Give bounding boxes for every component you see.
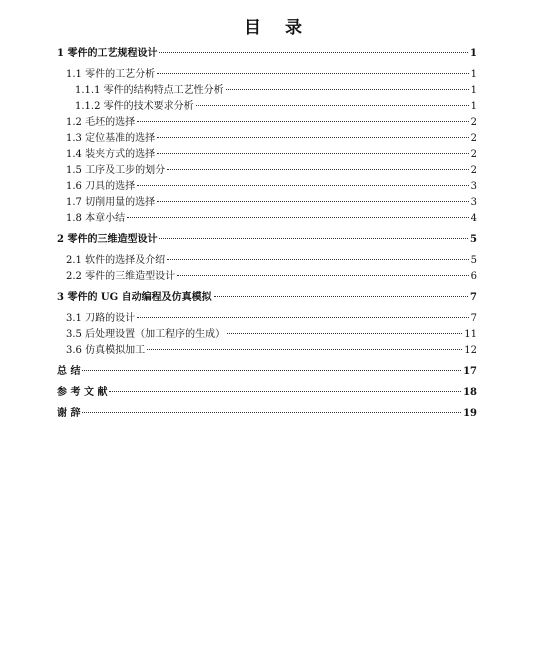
dot-leader bbox=[127, 217, 469, 218]
toc-entry-2-2[interactable] bbox=[57, 269, 477, 285]
toc-entry-label: 2 零件的三维造型设计 bbox=[57, 234, 158, 245]
toc-entry-1-8[interactable] bbox=[57, 211, 477, 227]
toc-entry-1-5[interactable] bbox=[57, 163, 477, 179]
dot-leader bbox=[159, 52, 468, 53]
dot-leader bbox=[196, 105, 469, 106]
toc-entry-1-1[interactable] bbox=[57, 67, 477, 83]
toc-page-number: 11 bbox=[464, 329, 477, 340]
toc-entry-label: 1 零件的工艺规程设计 bbox=[57, 48, 158, 59]
toc-entry-label: 参 考 文 献 bbox=[57, 387, 108, 398]
dot-leader bbox=[157, 73, 469, 74]
dot-leader bbox=[109, 391, 461, 392]
toc-entry-chapter-3[interactable] bbox=[57, 290, 477, 306]
dot-leader bbox=[177, 275, 469, 276]
toc-entry-conclusion[interactable] bbox=[57, 364, 477, 380]
toc-entry-label: 谢 辞 bbox=[57, 408, 81, 419]
toc-entry-label: 2.2 零件的三维造型设计 bbox=[66, 271, 176, 282]
toc-entry-label: 3.6 仿真模拟加工 bbox=[66, 345, 146, 356]
dot-leader bbox=[226, 89, 469, 90]
toc-entry-label: 2.1 软件的选择及介绍 bbox=[66, 255, 166, 266]
toc-entry-1-1-2[interactable] bbox=[57, 99, 477, 115]
dot-leader bbox=[167, 259, 469, 260]
toc-entry-label: 1.8 本章小结 bbox=[66, 213, 126, 224]
dot-leader bbox=[157, 153, 469, 154]
toc-page-number: 7 bbox=[470, 292, 477, 303]
toc-entry-label: 总 结 bbox=[57, 366, 81, 377]
toc-entry-1-3[interactable] bbox=[57, 131, 477, 147]
dot-leader bbox=[137, 121, 469, 122]
toc-entry-3-1[interactable] bbox=[57, 311, 477, 327]
toc-page-number: 19 bbox=[463, 408, 477, 419]
toc-entry-label: 1.5 工序及工步的划分 bbox=[66, 165, 166, 176]
toc-page-number: 5 bbox=[470, 255, 477, 266]
toc-entry-3-5[interactable] bbox=[57, 327, 477, 343]
toc-entry-label: 1.7 切削用量的选择 bbox=[66, 197, 156, 208]
toc-entry-references[interactable] bbox=[57, 385, 477, 401]
toc-page-number: 17 bbox=[463, 366, 477, 377]
dot-leader bbox=[214, 296, 468, 297]
toc-page-number: 3 bbox=[470, 197, 477, 208]
toc-page-number: 6 bbox=[470, 271, 477, 282]
toc-entry-label: 3 零件的 UG 自动编程及仿真模拟 bbox=[57, 292, 212, 303]
dot-leader bbox=[157, 201, 469, 202]
dot-leader bbox=[227, 333, 462, 334]
table-of-contents bbox=[57, 46, 477, 422]
toc-entry-chapter-1[interactable] bbox=[57, 46, 477, 62]
toc-entry-label: 1.1 零件的工艺分析 bbox=[66, 69, 156, 80]
toc-entry-label: 3.1 刀路的设计 bbox=[66, 313, 136, 324]
toc-page-number: 1 bbox=[470, 48, 477, 59]
toc-page-number: 18 bbox=[463, 387, 477, 398]
toc-page-number: 2 bbox=[470, 133, 477, 144]
toc-entry-chapter-2[interactable] bbox=[57, 232, 477, 248]
toc-page-number: 2 bbox=[470, 165, 477, 176]
toc-entry-1-6[interactable] bbox=[57, 179, 477, 195]
page-title: 目 录 bbox=[244, 18, 311, 38]
toc-entry-2-1[interactable] bbox=[57, 253, 477, 269]
toc-entry-label: 1.4 装夹方式的选择 bbox=[66, 149, 156, 160]
dot-leader bbox=[147, 349, 462, 350]
toc-entry-label: 3.5 后处理设置（加工程序的生成） bbox=[66, 329, 226, 340]
toc-entry-1-4[interactable] bbox=[57, 147, 477, 163]
toc-entry-3-6[interactable] bbox=[57, 343, 477, 359]
toc-page-number: 7 bbox=[470, 313, 477, 324]
toc-entry-1-7[interactable] bbox=[57, 195, 477, 211]
toc-entry-label: 1.3 定位基准的选择 bbox=[66, 133, 156, 144]
toc-entry-1-1-1[interactable] bbox=[57, 83, 477, 99]
dot-leader bbox=[137, 317, 469, 318]
toc-page-number: 5 bbox=[470, 234, 477, 245]
toc-page-number: 12 bbox=[464, 345, 477, 356]
dot-leader bbox=[82, 370, 461, 371]
toc-page-number: 1 bbox=[470, 69, 477, 80]
toc-page-number: 2 bbox=[470, 149, 477, 160]
toc-page-number: 4 bbox=[470, 213, 477, 224]
toc-entry-label: 1.2 毛坯的选择 bbox=[66, 117, 136, 128]
toc-entry-acknowledgements[interactable] bbox=[57, 406, 477, 422]
toc-page-number: 1 bbox=[470, 101, 477, 112]
dot-leader bbox=[157, 137, 469, 138]
toc-entry-1-2[interactable] bbox=[57, 115, 477, 131]
dot-leader bbox=[82, 412, 461, 413]
toc-page-number: 2 bbox=[470, 117, 477, 128]
dot-leader bbox=[159, 238, 468, 239]
toc-entry-label: 1.1.2 零件的技术要求分析 bbox=[75, 101, 194, 112]
dot-leader bbox=[137, 185, 469, 186]
toc-page-number: 3 bbox=[470, 181, 477, 192]
toc-page-number: 1 bbox=[470, 85, 477, 96]
toc-entry-label: 1.6 刀具的选择 bbox=[66, 181, 136, 192]
toc-entry-label: 1.1.1 零件的结构特点工艺性分析 bbox=[75, 85, 224, 96]
dot-leader bbox=[167, 169, 469, 170]
